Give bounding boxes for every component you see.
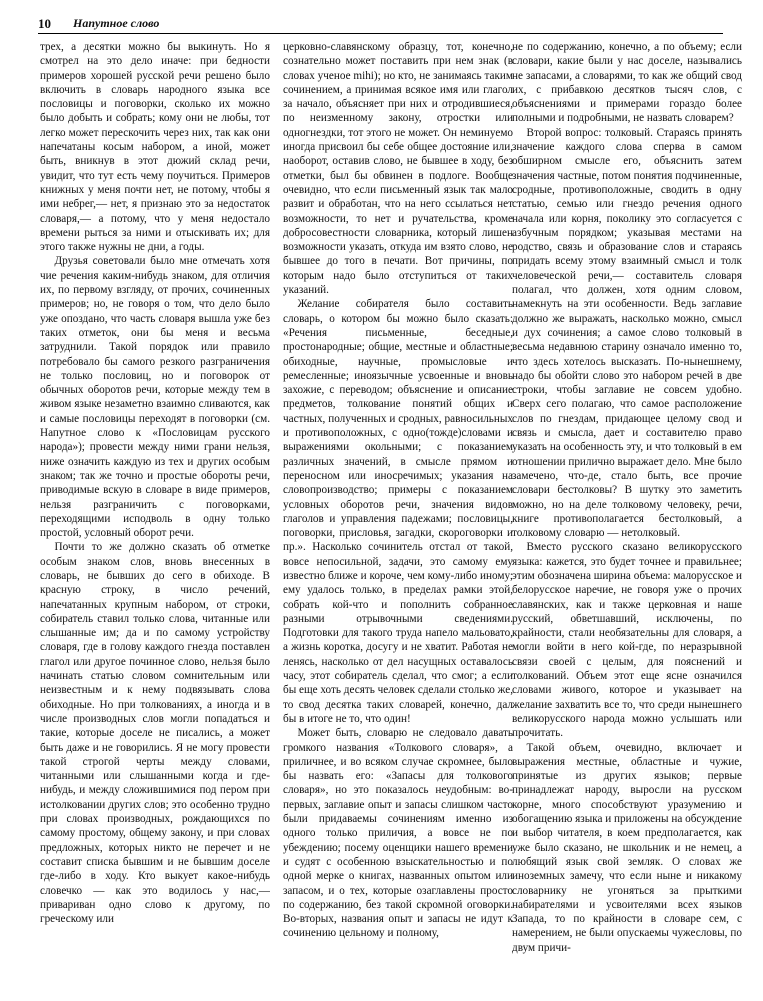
- running-title: Напутное слово: [73, 16, 160, 30]
- text-column-2: [283, 40, 513, 991]
- paragraph: Желание собирателя было составить словарь, о котором бы можно было сказать: «Речения письменные, беседные, простонародные; общие, местные и областные; обиходные, научные, промысловые и ремесленные; иноязычные усвоенные и вновь захожие, с переводом; объяснение и описание предметов, толкование понятий общих и частных, полученных и сродных, равносильных и противоположных, с одно(тожде)словами и выражениями окольными; с показанием различных значений, в смысле прямом и переносном или иносречимых; указания на словопроизводство; примеры с показанием условных оборотов речи, значения видов глаголов и управления падежами; пословицы, поговорки, присловья, загадки, скороговорки и пр.». Насколько сочинитель отстал от такой, вовсе непосильной, задачи, это самому ему известно ближе и короче, чем кому-либо иному; ему удалось только, в пределах рамки этой, собрать кой-что и пополнить собранное разными отрывочными сведениями. Подготовки для такого труда напело мальовато, а жизнь коротка, досугу и не хватит. Работая не ленясь, насколько от дел насущных оставалось часу, этот собиратель сделал, что смог; а если бы еще хоть десять человек сделали столько же, то свод десятка таких словарей, конечно, дал бы в итоге не то, что один!: [283, 298, 513, 725]
- paragraph: Может быть, словарю не следовало давать громкого названия «Толкового словаря», а приличнее, и во всяком случае скромнее, было бы назвать его: «Запасы для толкового словаря», но это показалось неудобным: во-первых, заглавие опыт и запасы слишком часто были придаваемы сочинениям именно из одного только приличия, а вовсе не по убеждению; посему оценщики нашего времени и судят с особенною взыскательностью и по одной мерке о книгах, названных опытом или запасом, и о тех, которые озаглавлены просто по содержанию, без такой скромной оговорки. Во-вторых, названия опыт и запасы не идут к сочинению цельному и полному,: [283, 727, 513, 940]
- paragraph: Второй вопрос: толковый. Стараясь принять значение каждого слова сперва в самом обширном смысле его, объяснить затем значения частные, потом понятия подчиненные, сродные, противоположные, сводить в одну статью, семью или гнездо речения одного начала или корня, поколику это согласуется с азбучным порядком; указывая местами на родство, связь и образование слов и стараясь придать всему этому взаимный смысл и толк человеческой речи,— составитель словаря полагал, что должен, хотя одним словом, намекнуть на эти особенности. Ведь заглавие должно же выражать, насколько можно, смысл и дух сочинения; а самое слово толковый в весьма недавнюю старину означало именно то, что здесь хотелось высказать. По-нынешнему, надо бы обойти слово это набором речей в две строки, чтобы заглавие не совсем удобно. Сверх сего полагаю, что самое расположение слов по гнездам, придающее целому свод и связь и смысла, дает и составителю право указать на особенность эту, и что толковый в ем отношении прилично выражает дело. Мне было замечено, что-де, стало быть, все прочие словари бестолковы? В шутку это заметить можно, но на деле толковому человеку, речи, книге противополагается бестолковый, а толковому словарю — нетолковый.: [512, 126, 742, 540]
- paragraph: Друзья советовали было мне отмечать хотя чие речения каким-нибудь знаком, для отличия их, по первому взгляду, от прочих, сочиненных примеров; но, не говоря о том, что дело было уже опоздано, что часть словаря вышла уже без таких отметок, они бы меня и весьма затруднили. Такой порядок или правило потребовало бы самого резкого разграничения не только пословиц, но и поговорок от обычных оборотов речи, которые между тем в живом языке незаметно взаимно сливаются, как и самые пословицы переходят в поговорки (см. Напутное слово к «Пословицам русского народа»); провести между ними грани нельзя, ниже означить каждую из тех и других особым знаком; так же точно и простые обороты речи, приводимые вскую в словаре в виде примеров, нельзя разграничить с поговорками, переходящими исподволь в одну только простой, условный оборот речи.: [40, 255, 270, 540]
- header-rule: [38, 33, 723, 34]
- paragraph: церковно-славянскому образцу, тот, конечно, сознательно может поставить при нем знак (в словах ученое mihi); но кто, не занимаясь таким сочинением, а принимая всякое имя или глагол за начало, объясняет при них и отродившиеся, по неизменному закону, отростки или одногнездки, тот этого не может. Он неминуемо иногда присвоил бы себе общее достояние или, наоборот, оставив слово, не бывшее в ходу, без отметки, был бы обвинен в подлоге. Вообще очевидно, что если письменный язык так мало развит и обработан, что на него ссылаться нет возможности, то нет и ручательства, кроме добросовестности словарника, который лишен возможности указать, откуда им взято слово, не бывшее до того в печати. Вот причины, по которым надо было отступиться от таких указаний.: [283, 41, 513, 297]
- paragraph: Вместо русского сказано великорусского языка: кажется, это будет точнее и правильнее; этим обозначена ширина объема: малорусское и белорусское наречие, не говоря уже о прочих славянских, как и также церковная и наше русский, обветшавший, исключены, по крайности, стали необязательны для словаря, а могли войти в него кой-где, по неразрывной связи своей с целым, для пояснений и толкований. Объем этот еще ясне означился словами живого, которое и указывает на желание захватить все то, что среди нынешнего великорусского народа можно услышать или прочитать.: [512, 541, 742, 740]
- paragraph: трех, а десятки можно бы выкинуть. Но я смотрел на это дело иначе: при бедности примеров хорошей русской речи решено было включить в словарь народного языка все пословицы и поговорки, сколько их можно было добыть и собрать; кому они не любы, тот легко может перескочить через них, так как они напечатаны косым набором, а иной, может быть, вникнув в этот дюжий склад речи, увидит, что тут есть чему поучиться. Примеров книжных у меня почти нет, не потому, чтобы я ими небрег,— нет, я признаю это за недостаток словаря,— а потому, что у меня недостало времени рыться за ними и отыскивать их; для этого также нужны не дни, а годы.: [40, 41, 270, 254]
- text-column-3: [512, 40, 742, 991]
- paragraph: Такой объем, очевидно, включает и выражения местные, областные и чужие, принятые из других языков; первые принадлежат народу, выросли на русском корне, много способствуют уразумению и обогащению языка и приложены на обсуждение и выбор читателя, в коем предполагается, как уже было сказано, не школьник и не немец, а любящий язык свой земляк. О словах же иноземных замечу, что если ныне и никакому словарнику не угоняться за прыткими набирателями и усвоителями всех языков Запада, то по крайности в словаре сем, с намерением, не были опускаемы чужесловы, по двум причи-: [512, 741, 742, 954]
- paragraph: Почти то же должно сказать об отметке особым знаком слов, вновь внесенных в словарь, не бывших до сего в обиходе. В красную строку, в число речений, напечатанных крупным набором, от строки, собиратель ставил только слова, читанные или слышанные им; да и по самому устройству словаря, где в голову каждого гнезда поставлен глагол или другое починное слово, нельзя было начинать статью словом сомнительным или неизвестным и к нему подвязывать слова обиходные. Но при толкованиях, а иногда и в числе производных слов могли попадаться и такие, которые доселе не писались, а может быть даже и не говорились. Я не могу провести такой строгой черты между словами, читанными или слышанными когда и где-нибудь, и между сложившимися под пером при истолковании других слов; это особенно трудно при словах производных, рождающихся по самому простому, общему закону, и при словах предложных, которых никто не перечет и не составит списка бывшим и не бывшим доселе где-либо в ходу. Кто выкует какое-нибудь словечко — как это водилось у нас,— привариван одно слово к другому, по греческому или: [40, 541, 270, 926]
- paragraph: не по содержанию, конечно, а по объему; если словари, какие были у нас доселе, назывались не запасами, а словарями, то как же общий свод их, с прибавкою десятков тысяч слов, с объяснениями и примерами гораздо более полными и подробными, не назвать словарем?: [512, 41, 742, 125]
- page-number: 10: [38, 16, 51, 31]
- text-column-1: [40, 40, 270, 991]
